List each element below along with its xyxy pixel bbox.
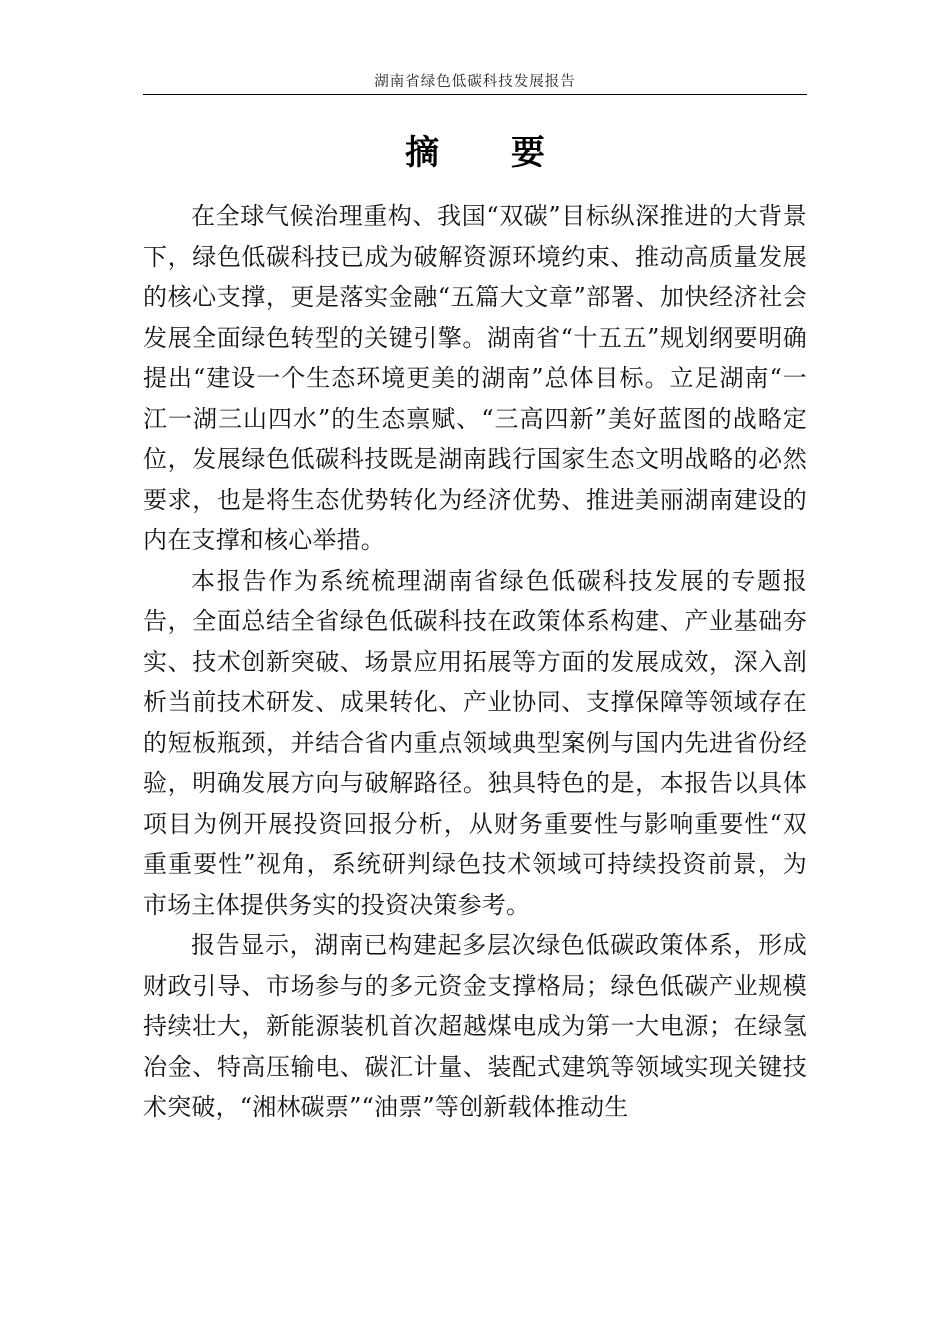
page-title: 摘 要 [405,133,575,173]
paragraph-3: 报告显示，湖南已构建起多层次绿色低碳政策体系，形成财政引导、市场参与的多元资金支撑格局；绿色低碳产业规模持续壮大，新能源装机首次超越煤电成为第一大电源；在绿氢冶金、特高压输电、碳汇计量、装配式建筑等领域实现关键技术突破，“湘林碳票”“油票”等创新载体推动生 [143,931,807,1121]
paragraph-2: 本报告作为系统梳理湖南省绿色低碳科技发展的专题报告，全面总结全省绿色低碳科技在政策体系构建、产业基础夯实、技术创新突破、场景应用拓展等方面的发展成效，深入剖析当前技术研发、成果转化、产业协同、支撑保障等领域存在的短板瓶颈，并结合省内重点领域典型案例与国内先进省份经验，明确发展方向与破解路径。独具特色的是，本报告以具体项目为例开展投资回报分析，从财务重要性与影响重要性“双重重要性”视角，系统研判绿色技术领域可持续投资前景，为市场主体提供务实的投资决策参考。 [143,566,807,919]
running-header: 湖南省绿色低碳科技发展报告 [374,74,576,90]
abstract-body [143,196,807,1128]
header-divider [143,94,807,95]
paragraph-1: 在全球气候治理重构、我国“双碳”目标纵深推进的大背景下，绿色低碳科技已成为破解资源环境约束、推动高质量发展的核心支撑，更是落实金融“五篇大文章”部署、加快经济社会发展全面绿色转型的关键引擎。湖南省“十五五”规划纲要明确提出“建设一个生态环境更美的湖南”总体目标。立足湖南“一江一湖三山四水”的生态禀赋、“三高四新”美好蓝图的战略定位，发展绿色低碳科技既是湖南践行国家生态文明战略的必然要求，也是将生态优势转化为经济优势、推进美丽湖南建设的内在支撑和核心举措。 [143,202,807,554]
